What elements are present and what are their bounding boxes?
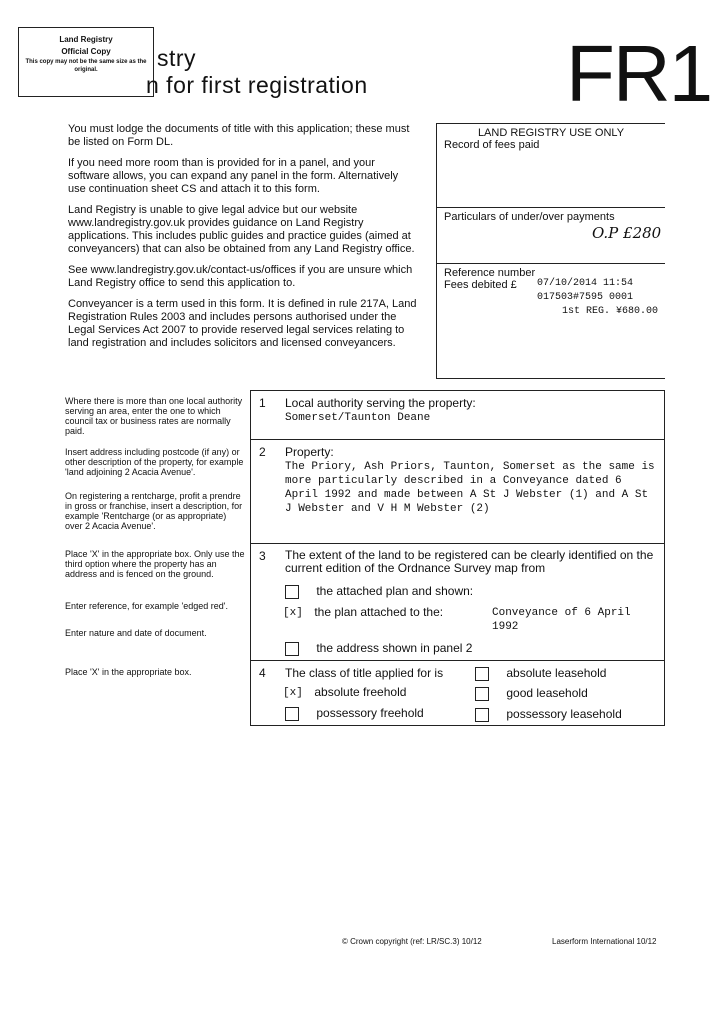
checkbox-address-panel-2[interactable] bbox=[285, 642, 299, 656]
option-label: the plan attached to the: bbox=[314, 605, 444, 619]
fee-stamp-line-2: 1st REG. ¥680.00 bbox=[562, 306, 659, 317]
note-panel-3-options: Place 'X' in the appropriate box. Only use the third option where the property has an address and is fenced on the ground. bbox=[65, 549, 245, 579]
option-possessory-leasehold[interactable] bbox=[475, 707, 622, 722]
reference-label: Reference number bbox=[437, 263, 665, 282]
note-panel-2-rentcharge: On registering a rentcharge, profit a prendre in gross or franchise, insert a description, for example 'Rentcharge (or as appropriate) over 2 Acacia Avenue'. bbox=[65, 491, 243, 531]
option-good-leasehold[interactable] bbox=[475, 686, 588, 701]
fee-stamp-line-1: 07/10/2014 11:54 017503#7595 0001 bbox=[537, 278, 634, 303]
record-fees-label: Record of fees paid bbox=[444, 139, 540, 151]
checkbox-possessory-freehold[interactable] bbox=[285, 707, 299, 721]
handwritten-note: O.P £280 bbox=[592, 224, 662, 242]
stamp-line-1: Land Registry bbox=[59, 35, 113, 44]
option-possessory-freehold[interactable] bbox=[285, 706, 424, 721]
option-label: the address shown in panel 2 bbox=[316, 641, 473, 655]
fees-debited-label: Fees debited £ bbox=[444, 279, 517, 291]
form-code: FR1 bbox=[566, 29, 712, 118]
panel-number: 1 bbox=[259, 396, 266, 410]
checkbox-absolute-freehold[interactable]: [x] bbox=[283, 686, 303, 699]
panel-label: Local authority serving the property: bbox=[285, 396, 476, 410]
intro-paragraph: You must lodge the documents of title with this application; these must be listed on Form DL. bbox=[68, 123, 410, 148]
title-fragment-1: stry bbox=[157, 45, 197, 71]
panel-label: The class of title applied for is bbox=[285, 666, 444, 680]
fee-stamp bbox=[537, 277, 665, 319]
form-title: n for first registration bbox=[146, 72, 368, 98]
panel-number: 3 bbox=[259, 549, 266, 563]
option-address-panel-2[interactable] bbox=[285, 641, 472, 656]
option-label: possessory freehold bbox=[316, 706, 424, 720]
option-attached-plan[interactable] bbox=[285, 584, 473, 599]
note-panel-1: Where there is more than one local authority serving an area, enter the one to which council tax or business rates are normally paid. bbox=[65, 396, 243, 436]
particulars-label: Particulars of under/over payments bbox=[437, 207, 665, 226]
panel-number: 2 bbox=[259, 445, 266, 459]
panel-number: 4 bbox=[259, 666, 266, 680]
checkbox-possessory-leasehold[interactable] bbox=[475, 708, 489, 722]
printer-credit: Laserform International 10/12 bbox=[552, 937, 657, 946]
panel-4-class-of-title bbox=[250, 660, 665, 726]
intro-text bbox=[68, 123, 418, 358]
intro-paragraph: Conveyancer is a term used in this form. It is defined in rule 217A, Land Registration Rules 2003 and includes persons authorised under the Legal Services Act 2007 to provide reserved legal services relating to land registration and includes solicitors and licensed conveyancers. bbox=[68, 298, 417, 349]
option-absolute-leasehold[interactable] bbox=[475, 666, 606, 681]
intro-paragraph: Land Registry is unable to give legal advice but our website www.landregistry.gov.uk provides guidance on Land Registry applications. This includes public guides and practice guides (aimed at conveyancers) that can also be obtained from any Land Registry office. bbox=[68, 204, 415, 255]
option-label: absolute leasehold bbox=[506, 666, 607, 680]
copyright-notice: © Crown copyright (ref: LR/SC.3) 10/12 bbox=[342, 937, 482, 946]
option-label: possessory leasehold bbox=[506, 707, 622, 721]
local-authority-value[interactable]: Somerset/Taunton Deane bbox=[285, 412, 431, 424]
option-label: the attached plan and shown: bbox=[316, 584, 474, 598]
panel-label: Property: bbox=[285, 445, 334, 459]
panel-2-property bbox=[250, 439, 665, 544]
checkbox-attached-plan[interactable] bbox=[285, 585, 299, 599]
option-absolute-freehold[interactable] bbox=[283, 685, 406, 699]
intro-paragraph: See www.landregistry.gov.uk/contact-us/offices if you are unsure which Land Registry office to send this application to. bbox=[68, 264, 413, 289]
stamp-line-3: This copy may not be the same size as the original. bbox=[25, 59, 147, 73]
note-panel-4: Place 'X' in the appropriate box. bbox=[65, 667, 192, 677]
panel-3-extent bbox=[250, 543, 665, 661]
note-panel-3-document: Enter nature and date of document. bbox=[65, 628, 207, 638]
option-label: absolute freehold bbox=[314, 685, 407, 699]
note-panel-2-address: Insert address including postcode (if any) or other description of the property, for example 'land adjoining 2 Acacia Avenue'. bbox=[65, 447, 244, 477]
lr-use-heading: LAND REGISTRY USE ONLY bbox=[477, 127, 625, 139]
stamp-line-2: Official Copy bbox=[61, 47, 111, 56]
plan-document-value[interactable]: Conveyance of 6 April 1992 bbox=[492, 607, 638, 633]
property-description-value[interactable]: The Priory, Ash Priors, Taunton, Somerset as the same is more particularly described in a Conveyance dated 6 April 1992 and made between A St J Webster (1) and A St J Webster and V H M Webster (2) bbox=[285, 461, 662, 515]
official-copy-stamp bbox=[18, 27, 154, 97]
panel-label: The extent of the land to be registered can be clearly identified on the current edition of the Ordnance Survey map from bbox=[285, 548, 654, 575]
note-panel-3-reference: Enter reference, for example 'edged red'. bbox=[65, 601, 229, 611]
option-plan-attached-to[interactable] bbox=[283, 605, 443, 619]
land-registry-use-box bbox=[436, 123, 665, 379]
checkbox-plan-attached-to[interactable]: [x] bbox=[283, 606, 303, 619]
panel-1-local-authority bbox=[250, 390, 665, 440]
option-label: good leasehold bbox=[506, 686, 588, 700]
intro-paragraph: If you need more room than is provided for in a panel, and your software allows, you can expand any panel in the form. Alternatively use continuation sheet CS and attach it to this form. bbox=[68, 157, 399, 195]
checkbox-good-leasehold[interactable] bbox=[475, 687, 489, 701]
checkbox-absolute-leasehold[interactable] bbox=[475, 667, 489, 681]
